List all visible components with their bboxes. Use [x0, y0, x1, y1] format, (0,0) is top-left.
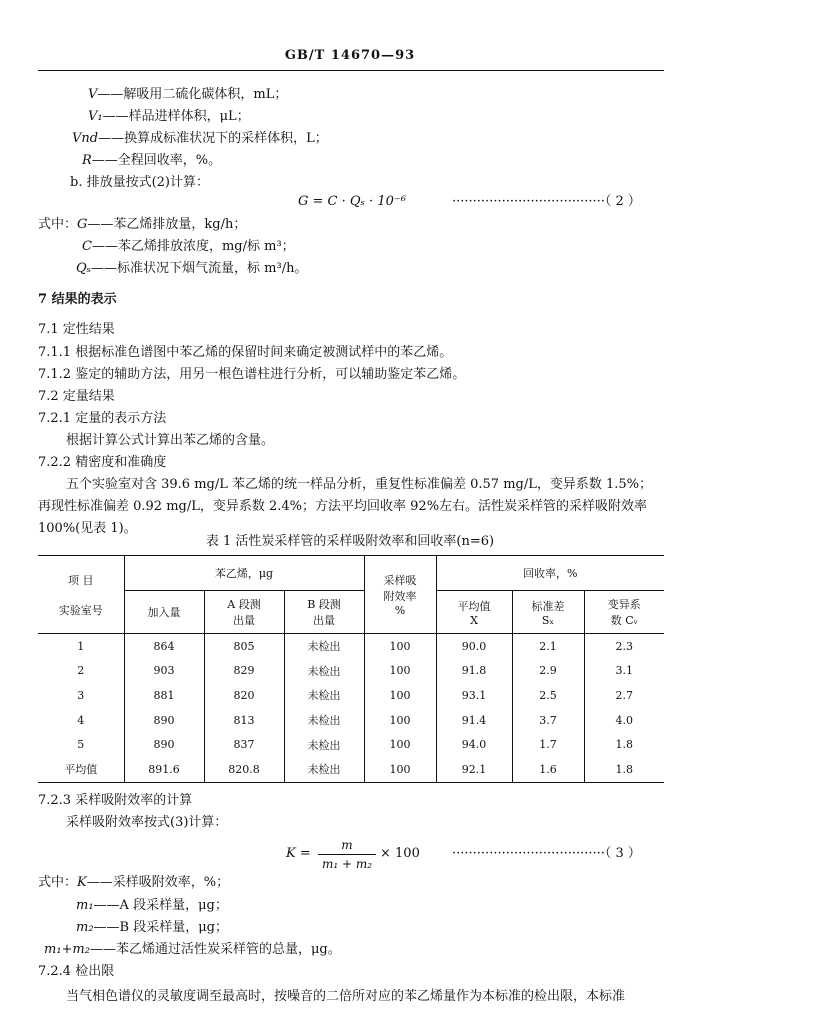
table-cell: 未检出: [284, 708, 364, 733]
section-7-2-2-paragraph: 五个实验室对含 39.6 mg/L 苯乙烯的统一样品分析，重复性标准偏差 0.57 mg/L，变异系数 1.5%；再现性标准偏差 0.92 mg/L，变异系数 2.4%；方法平均回收率 92%左右。活性炭采样管的采样吸附效率 100%(见表 1)。: [38, 477, 653, 536]
table-cell: 3.1: [584, 659, 664, 684]
col-mean: 平均值 X: [436, 591, 512, 634]
table-cell: 未检出: [284, 757, 364, 782]
recovery-table: [38, 555, 664, 783]
col-sd: 标准差 Sₓ: [512, 591, 584, 634]
table-cell: 837: [204, 732, 284, 757]
table-cell: 91.8: [436, 659, 512, 684]
table-cell: 未检出: [284, 683, 364, 708]
table-cell: 100: [364, 659, 436, 684]
table-row: [38, 634, 664, 659]
var-def-G: 式中：G——苯乙烯排放量，kg/h；: [38, 217, 247, 232]
table-cell: 4.0: [584, 708, 664, 733]
var-def-R: R——全程回收率，%。: [82, 153, 222, 168]
table-cell: 3: [77, 688, 85, 702]
table-cell: 813: [204, 708, 284, 733]
table-cell: 未检出: [284, 732, 364, 757]
efficiency-header: 采样吸附效率 %: [364, 556, 436, 634]
table-row: [38, 659, 664, 684]
table-cell: 1.6: [512, 757, 584, 782]
table-row-mean: [38, 757, 664, 782]
col-added: 加入量: [124, 591, 204, 634]
section-7-2-2-heading: 7.2.2 精密度和准确度: [38, 455, 167, 470]
table-cell: 2.5: [512, 683, 584, 708]
table-cell: 2.9: [512, 659, 584, 684]
section-7-2-1-text: 根据计算公式计算出苯乙烯的含量。: [66, 433, 275, 448]
table-cell: 5: [77, 738, 85, 752]
equation-3-lhs: K =: [286, 846, 311, 861]
table-cell: 100: [364, 732, 436, 757]
section-7-2-3-text: 采样吸附效率按式(3)计算：: [66, 815, 228, 830]
section-7-2-3-heading: 7.2.3 采样吸附效率的计算: [38, 793, 193, 808]
col-a-section: A 段测出量: [204, 591, 284, 634]
table-row: [38, 708, 664, 733]
col-b-section: B 段测出量: [284, 591, 364, 634]
table-cell: 820.8: [204, 757, 284, 782]
table-cell: 未检出: [284, 634, 364, 659]
table-cell: 864: [124, 634, 204, 659]
table-cell: 92.1: [436, 757, 512, 782]
section-7-2-4-heading: 7.2.4 检出限: [38, 964, 115, 979]
table-cell: 903: [124, 659, 204, 684]
var-def-m1: m₁——A 段采样量，μg；: [76, 898, 228, 913]
table-cell: 805: [204, 634, 284, 659]
equation-3-fraction: $\frac{m}{\text{m₁ + m₂}}$: [318, 838, 376, 871]
table-cell: 890: [124, 708, 204, 733]
section-7-heading: 7 结果的表示: [38, 292, 117, 307]
table-cell: 91.4: [436, 708, 512, 733]
section-7-2-heading: 7.2 定量结果: [38, 389, 115, 404]
table-cell: 881: [124, 683, 204, 708]
section-7-1-2: 7.1.2 鉴定的辅助方法，用另一根色谱柱进行分析，可以辅助鉴定苯乙烯。: [38, 367, 466, 382]
table-cell: 890: [124, 732, 204, 757]
var-def-Qs: Qₛ——标准状况下烟气流量，标 m³/h。: [76, 261, 308, 276]
var-def-V1: V₁——样品进样体积，μL；: [88, 109, 250, 124]
table-row: [38, 683, 664, 708]
var-def-C: C——苯乙烯排放浓度，mg/标 m³；: [82, 239, 295, 254]
table-corner-header: 项 目 实验室号: [38, 556, 124, 634]
section-7-1-heading: 7.1 定性结果: [38, 322, 115, 337]
table-cell: 2.7: [584, 683, 664, 708]
var-def-Vnd: Vnd——换算成标准状况下的采样体积，L；: [72, 131, 328, 146]
table-cell: 90.0: [436, 634, 512, 659]
var-def-m2: m₂——B 段采样量，μg；: [76, 920, 229, 935]
table-cell: 1.8: [584, 732, 664, 757]
section-7-2-1-heading: 7.2.1 定量的表示方法: [38, 411, 167, 426]
equation-2: G = C · Qₛ · 10⁻⁶: [298, 194, 406, 209]
table-cell: 未检出: [284, 659, 364, 684]
table-cell: 2.3: [584, 634, 664, 659]
header-rule: [38, 70, 664, 71]
table-cell: 94.0: [436, 732, 512, 757]
table-cell: 2.1: [512, 634, 584, 659]
table-cell: 1: [77, 639, 85, 653]
table-caption: 表 1 活性炭采样管的采样吸附效率和回收率(n=6): [205, 534, 495, 549]
table-cell: 100: [364, 708, 436, 733]
equation-3-number: ·····································（ 3 ）: [452, 846, 641, 861]
equation-2-number: ·····································（ 2 ）: [452, 194, 641, 209]
table-cell: 100: [364, 757, 436, 782]
table-cell: 3.7: [512, 708, 584, 733]
table-cell: 93.1: [436, 683, 512, 708]
table-row: [38, 732, 664, 757]
var-def-m1m2: m₁+m₂——苯乙烯通过活性炭采样管的总量，μg。: [44, 942, 341, 957]
table-cell: 100: [364, 683, 436, 708]
equation-3-rhs: × 100: [380, 846, 420, 861]
section-7-2-4-text: 当气相色谱仪的灵敏度调至最高时，按噪音的二倍所对应的苯乙烯量作为本标准的检出限，本标准: [66, 989, 626, 1004]
table-cell: 100: [364, 634, 436, 659]
item-b: b. 排放量按式(2)计算：: [70, 175, 210, 190]
section-7-1-1: 7.1.1 根据标准色谱图中苯乙烯的保留时间来确定被测试样中的苯乙烯。: [38, 345, 453, 360]
table-cell: 820: [204, 683, 284, 708]
table-cell: 1.8: [584, 757, 664, 782]
col-cv: 变异系数 Cᵥ: [584, 591, 664, 634]
table-cell: 2: [77, 664, 85, 678]
var-def-K: 式中：K——采样吸附效率，%；: [38, 875, 230, 890]
table-cell: 4: [77, 713, 85, 727]
table-cell: 1.7: [512, 732, 584, 757]
recovery-group-header: 回收率，%: [436, 556, 664, 591]
table-cell: 891.6: [124, 757, 204, 782]
styrene-group-header: 苯乙烯，μg: [124, 556, 364, 591]
table-cell: 829: [204, 659, 284, 684]
table-cell: 平均值: [38, 757, 124, 782]
page-header: GB/T 14670—93: [284, 48, 416, 63]
var-def-V: V——解吸用二硫化碳体积，mL；: [88, 87, 288, 102]
